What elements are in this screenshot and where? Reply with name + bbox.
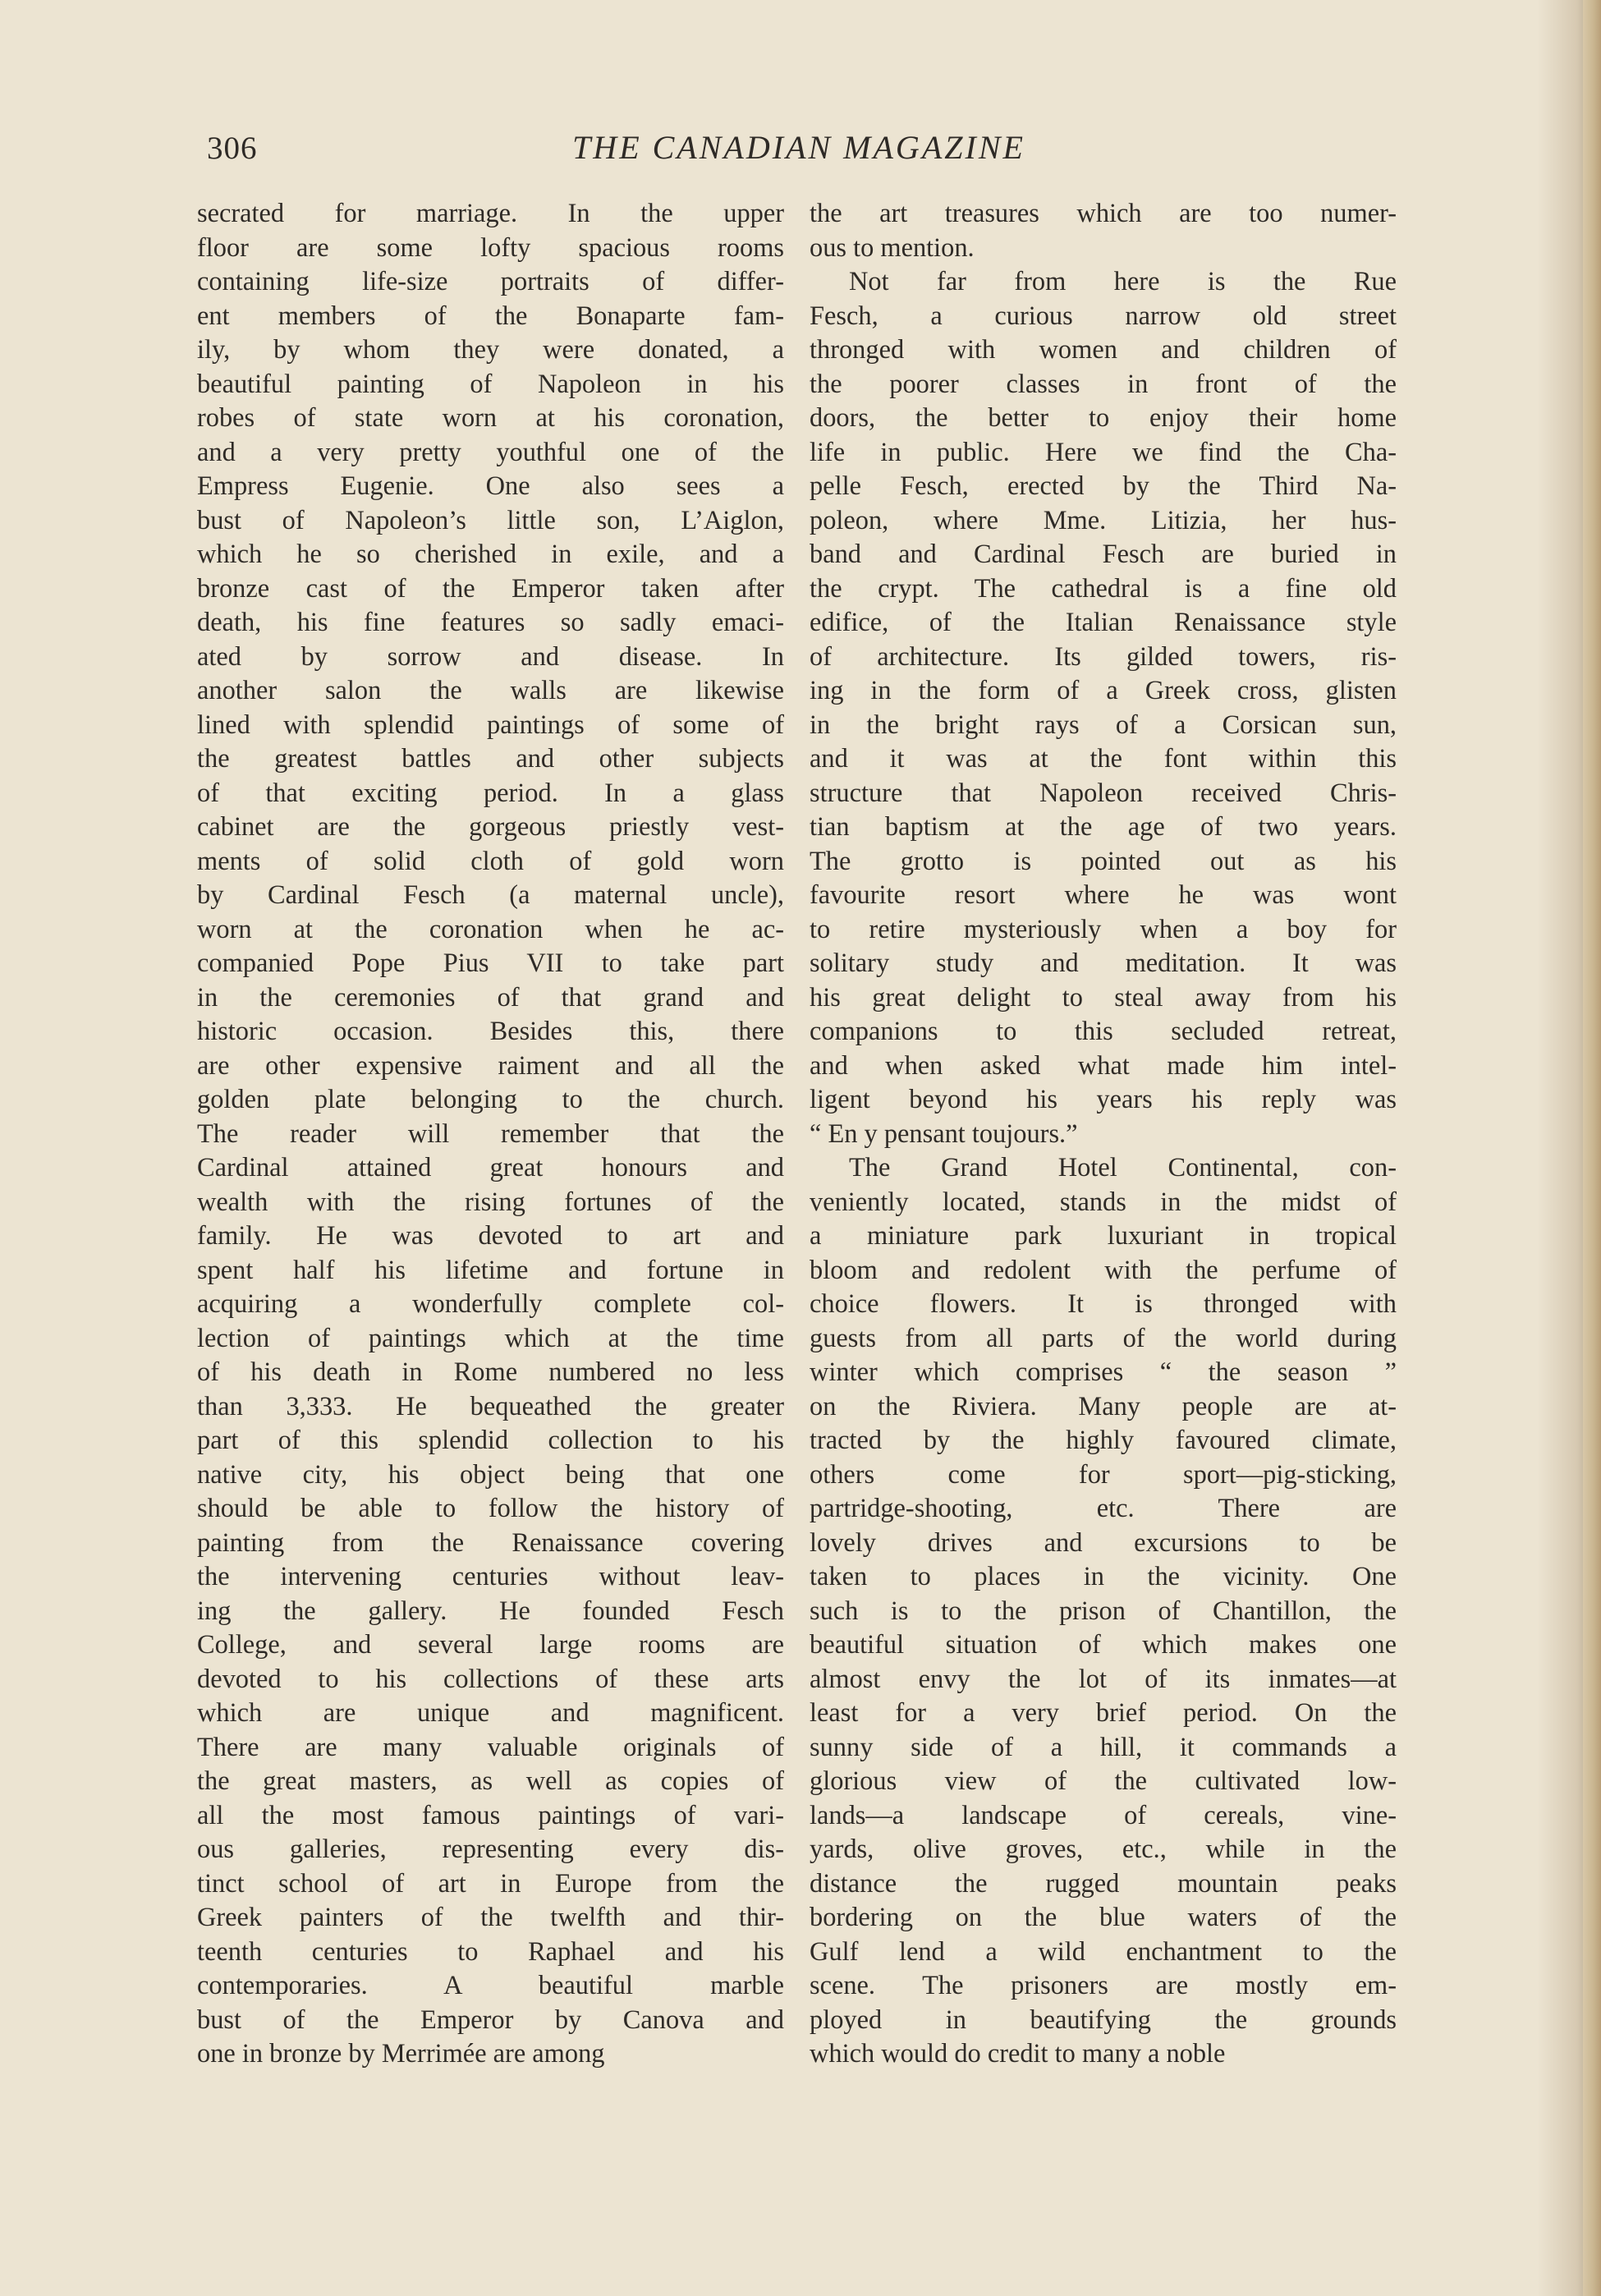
text-line: of that exciting period. In a glass — [197, 778, 784, 808]
text-line: devoted to his collections of these arts — [197, 1664, 784, 1694]
text-line: edifice, of the Italian Renaissance style — [810, 608, 1397, 637]
text-line: and when asked what made him intel- — [810, 1050, 1397, 1081]
text-line: the art treasures which are too numer- — [810, 199, 1397, 228]
text-line: companied Pope Pius VII to take part — [197, 948, 784, 978]
text-line: his great delight to steal away from his — [810, 982, 1397, 1013]
text-line: one in bronze by Merrimée are among — [197, 2039, 605, 2069]
text-line: choice flowers. It is thronged with — [810, 1289, 1397, 1319]
text-line: ous galleries, representing every dis- — [197, 1835, 784, 1864]
text-line: winter which comprises “ the season ” — [810, 1357, 1397, 1387]
text-line: others come for sport—pig-sticking, — [810, 1459, 1397, 1490]
text-line: Empress Eugenie. One also sees a — [197, 471, 784, 501]
text-line: floor are some lofty spacious rooms — [197, 232, 784, 263]
text-line: the great masters, as well as copies of — [197, 1766, 784, 1796]
text-line: on the Riviera. Many people are at- — [810, 1391, 1397, 1421]
text-line: The reader will remember that the — [197, 1118, 784, 1149]
text-line: almost envy the lot of its inmates—at — [810, 1664, 1397, 1694]
text-line: bust of Napoleon’s little son, L’Aiglon, — [197, 505, 784, 535]
text-line: of architecture. Its gilded towers, ris- — [810, 641, 1397, 672]
text-line: College, and several large rooms are — [197, 1630, 784, 1660]
text-line: Not far from here is the Rue — [849, 267, 1397, 296]
text-line: lovely drives and excursions to be — [810, 1527, 1397, 1558]
text-line: lined with splendid paintings of some of — [197, 709, 784, 740]
text-line: the intervening centuries without leav- — [197, 1562, 784, 1591]
text-line: teenth centuries to Raphael and his — [197, 1936, 784, 1967]
text-line: should be able to follow the history of — [197, 1494, 784, 1523]
text-line: bordering on the blue waters of the — [810, 1903, 1397, 1932]
text-line: tracted by the highly favoured climate, — [810, 1426, 1397, 1455]
text-line: veniently located, stands in the midst of — [810, 1187, 1397, 1217]
text-line: part of this splendid collection to his — [197, 1426, 784, 1455]
text-line: life in public. Here we find the Cha- — [810, 437, 1397, 467]
text-line: yards, olive groves, etc., while in the — [810, 1835, 1397, 1864]
text-line: solitary study and meditation. It was — [810, 948, 1397, 978]
text-line: containing life-size portraits of differ- — [197, 267, 784, 296]
text-line: golden plate belonging to the church. — [197, 1085, 784, 1114]
text-line: pelle Fesch, erected by the Third Na- — [810, 471, 1397, 501]
text-line: lands—a landscape of cereals, vine- — [810, 1800, 1397, 1830]
right-text-column — [810, 197, 1397, 2072]
text-line: acquiring a wonderfully complete col- — [197, 1289, 784, 1319]
text-line: beautiful situation of which makes one — [810, 1630, 1397, 1660]
text-line: the poorer classes in front of the — [810, 369, 1397, 399]
text-line: and it was at the font within this — [810, 744, 1397, 774]
text-line: the crypt. The cathedral is a fine old — [810, 573, 1397, 604]
text-line: contemporaries. A beautiful marble — [197, 1971, 784, 2000]
running-head — [195, 123, 1402, 172]
text-line: partridge-shooting, etc. There are — [810, 1494, 1397, 1523]
text-line: which would do credit to many a noble — [810, 2039, 1226, 2069]
text-line: bronze cast of the Emperor taken after — [197, 573, 784, 604]
text-line: death, his fine features so sadly emaci- — [197, 608, 784, 637]
text-line: ligent beyond his years his reply was — [810, 1085, 1397, 1114]
text-line: than 3,333. He bequeathed the greater — [197, 1391, 784, 1421]
text-line: in the bright rays of a Corsican sun, — [810, 709, 1397, 740]
text-line: cabinet are the gorgeous priestly vest- — [197, 812, 784, 842]
text-line: tian baptism at the age of two years. — [810, 812, 1397, 842]
text-line: ated by sorrow and disease. In — [197, 641, 784, 672]
journal-title: THE CANADIAN MAGAZINE — [572, 129, 1025, 166]
text-line: ent members of the Bonaparte fam- — [197, 301, 784, 331]
text-line: There are many valuable originals of — [197, 1732, 784, 1762]
text-line: companions to this secluded retreat, — [810, 1017, 1397, 1046]
text-line: doors, the better to enjoy their home — [810, 403, 1397, 433]
text-line: worn at the coronation when he ac- — [197, 914, 784, 944]
text-line: all the most famous paintings of vari- — [197, 1800, 784, 1830]
text-line: ployed in beautifying the grounds — [810, 2004, 1397, 2035]
text-line: by Cardinal Fesch (a maternal uncle), — [197, 880, 784, 910]
text-line: band and Cardinal Fesch are buried in — [810, 540, 1397, 569]
text-line: poleon, where Mme. Litizia, her hus- — [810, 505, 1397, 535]
text-line: robes of state worn at his coronation, — [197, 403, 784, 433]
text-line: which he so cherished in exile, and a — [197, 540, 784, 569]
text-line: favourite resort where he was wont — [810, 880, 1397, 910]
text-line: which are unique and magnificent. — [197, 1698, 784, 1728]
text-line: tinct school of art in Europe from the — [197, 1868, 784, 1899]
text-line: Gulf lend a wild enchantment to the — [810, 1936, 1397, 1967]
text-line: guests from all parts of the world during — [810, 1323, 1397, 1353]
text-line: a miniature park luxuriant in tropical — [810, 1221, 1397, 1251]
text-line: structure that Napoleon received Chris- — [810, 778, 1397, 808]
text-line: “ En y pensant toujours.” — [810, 1118, 1078, 1149]
text-line: Cardinal attained great honours and — [197, 1153, 784, 1182]
text-line: painting from the Renaissance covering — [197, 1527, 784, 1558]
text-line: the greatest battles and other subjects — [197, 744, 784, 774]
text-line: historic occasion. Besides this, there — [197, 1017, 784, 1046]
text-line: ing in the form of a Greek cross, glisten — [810, 676, 1397, 705]
left-text-column — [197, 197, 784, 2072]
text-line: thronged with women and children of — [810, 335, 1397, 365]
text-line: wealth with the rising fortunes of the — [197, 1187, 784, 1217]
text-line: Fesch, a curious narrow old street — [810, 301, 1397, 331]
text-line: native city, his object being that one — [197, 1459, 784, 1490]
page-number: 306 — [207, 131, 258, 166]
text-line: The grotto is pointed out as his — [810, 846, 1397, 876]
text-line: beautiful painting of Napoleon in his — [197, 369, 784, 399]
text-line: distance the rugged mountain peaks — [810, 1868, 1397, 1899]
text-line: secrated for marriage. In the upper — [197, 199, 784, 228]
text-line: The Grand Hotel Continental, con- — [849, 1153, 1397, 1182]
text-line: ous to mention. — [810, 232, 975, 263]
text-line: sunny side of a hill, it commands a — [810, 1732, 1397, 1762]
text-line: spent half his lifetime and fortune in — [197, 1255, 784, 1285]
text-line: least for a very brief period. On the — [810, 1698, 1397, 1728]
text-line: ments of solid cloth of gold worn — [197, 846, 784, 876]
text-line: are other expensive raiment and all the — [197, 1050, 784, 1081]
text-line: ing the gallery. He founded Fesch — [197, 1596, 784, 1626]
text-line: scene. The prisoners are mostly em- — [810, 1971, 1397, 2000]
page-edge-shadow — [1583, 0, 1601, 2296]
text-line: such is to the prison of Chantillon, the — [810, 1596, 1397, 1626]
text-line: of his death in Rome numbered no less — [197, 1357, 784, 1387]
text-line: glorious view of the cultivated low- — [810, 1766, 1397, 1796]
text-line: bloom and redolent with the perfume of — [810, 1255, 1397, 1285]
text-line: bust of the Emperor by Canova and — [197, 2004, 784, 2035]
text-line: to retire mysteriously when a boy for — [810, 914, 1397, 944]
text-line: in the ceremonies of that grand and — [197, 982, 784, 1013]
text-line: taken to places in the vicinity. One — [810, 1562, 1397, 1591]
text-line: ily, by whom they were donated, a — [197, 335, 784, 365]
text-line: lection of paintings which at the time — [197, 1323, 784, 1353]
text-line: family. He was devoted to art and — [197, 1221, 784, 1251]
text-line: another salon the walls are likewise — [197, 676, 784, 705]
text-line: and a very pretty youthful one of the — [197, 437, 784, 467]
text-line: Greek painters of the twelfth and thir- — [197, 1903, 784, 1932]
